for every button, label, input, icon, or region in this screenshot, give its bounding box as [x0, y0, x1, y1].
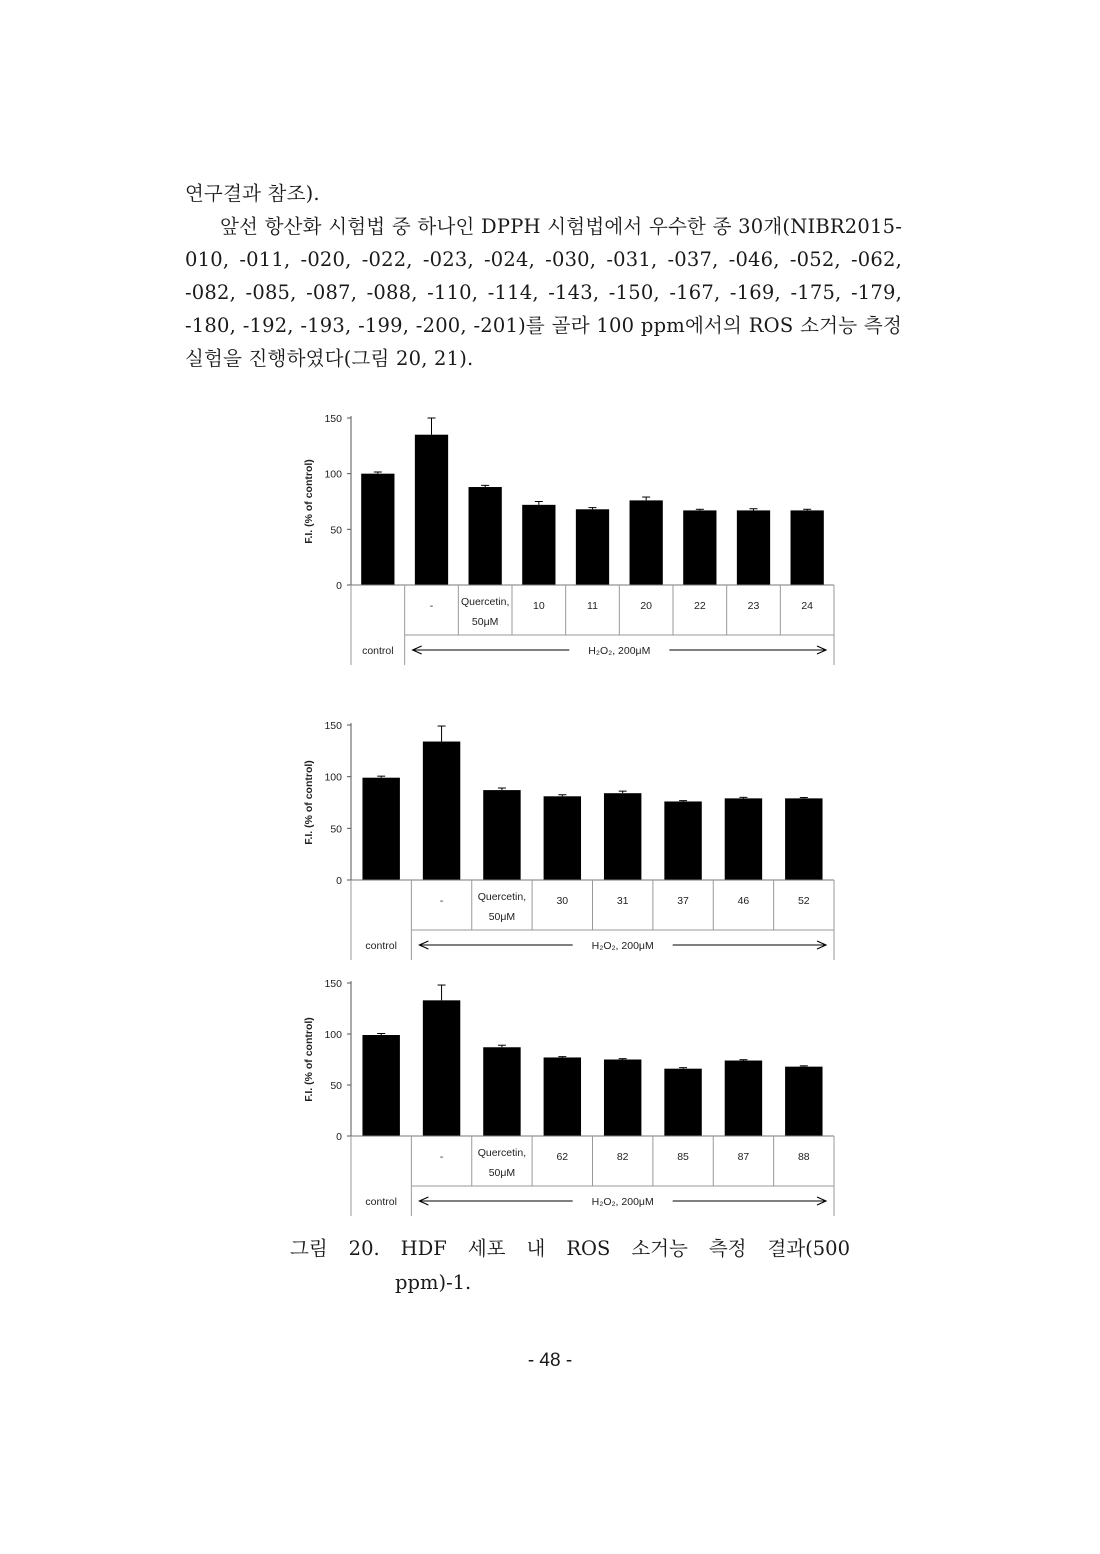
bar	[664, 1069, 701, 1136]
bar	[423, 742, 460, 880]
y-tick-label: 50	[330, 1080, 342, 1092]
category-label: 22	[693, 600, 706, 612]
category-label: 88	[797, 1151, 810, 1163]
y-tick-label: 0	[336, 875, 342, 887]
category-label: 50μM	[488, 1167, 516, 1179]
treatment-label: H₂O₂, 200μM	[591, 1196, 654, 1208]
bar	[630, 500, 663, 585]
category-label: -	[439, 895, 444, 907]
treatment-label: H₂O₂, 200μM	[591, 940, 654, 952]
y-tick-label: 150	[324, 413, 342, 425]
y-tick-label: 50	[330, 823, 342, 836]
bar	[785, 1067, 822, 1136]
bar	[415, 435, 448, 585]
category-label: 30	[556, 895, 569, 907]
y-axis-label: F.I. (% of control)	[303, 760, 315, 845]
category-label: -	[439, 1151, 444, 1163]
figure-caption: 그림 20. HDF 세포 내 ROS 소거능 측정 결과(500	[290, 1237, 850, 1260]
category-label: -	[429, 600, 434, 612]
category-label: 85	[677, 1151, 689, 1163]
bar	[362, 778, 399, 880]
y-tick-label: 150	[324, 978, 342, 990]
category-label: Quercetin,	[477, 1147, 527, 1159]
bar	[683, 510, 716, 585]
bar-chart-3	[296, 970, 841, 1218]
category-label: 11	[587, 600, 598, 612]
bar	[791, 510, 824, 585]
bar	[725, 1061, 762, 1136]
bar	[544, 796, 581, 880]
y-tick-label: 100	[324, 468, 342, 481]
bar-chart-1	[296, 405, 841, 667]
bar	[423, 1000, 460, 1136]
chart-svg	[296, 970, 841, 1218]
bar	[576, 509, 609, 585]
bar-chart-2	[296, 713, 841, 963]
bar	[604, 1060, 641, 1137]
y-axis-label: F.I. (% of control)	[303, 459, 315, 544]
category-label: 10	[532, 600, 545, 612]
category-label: 37	[677, 895, 689, 907]
category-label: 46	[737, 895, 750, 907]
y-axis-label: F.I. (% of control)	[303, 1017, 315, 1102]
category-label: 50μM	[471, 616, 499, 628]
control-label: control	[362, 645, 394, 657]
category-label: 82	[616, 1151, 629, 1163]
bar	[544, 1057, 581, 1136]
paragraph-1: 연구결과 참조).	[185, 182, 320, 205]
category-label: 52	[797, 895, 810, 907]
y-tick-label: 0	[336, 1131, 342, 1143]
category-label: 50μM	[488, 911, 516, 923]
category-label: Quercetin,	[460, 596, 510, 608]
bar	[469, 487, 502, 585]
bar	[362, 1035, 399, 1136]
category-label: 20	[640, 600, 653, 612]
chart-svg	[296, 713, 841, 963]
treatment-label: H₂O₂, 200μM	[588, 645, 651, 657]
y-tick-label: 100	[324, 771, 342, 784]
control-label: control	[365, 940, 397, 952]
bar	[604, 793, 641, 880]
bar	[785, 798, 822, 880]
chart-svg	[296, 405, 841, 667]
bar	[522, 505, 555, 585]
figure-caption-continued: ppm)-1.	[395, 1271, 472, 1294]
y-tick-label: 150	[324, 720, 342, 732]
page-number: - 48 -	[527, 1350, 573, 1371]
y-tick-label: 50	[330, 524, 342, 537]
control-label: control	[365, 1196, 397, 1208]
bar	[483, 790, 520, 880]
category-label: Quercetin,	[477, 891, 527, 903]
category-label: 87	[737, 1151, 750, 1163]
paragraph-2: 앞선 항산화 시험법 중 하나인 DPPH 시험법에서 우수한 종 30개(NIBR2015-010, -011, -020, -022, -023, -024, -030, -031, -037, -046, -052, -062, -082, -085, -087, -088, -110, -114, -143, -150, -167, -169, -175, -179, -180, -192, -193, -199, -200, -201)를 골라 100 ppm에서의 ROS 소거능 측정 실험을 진행하였다(그림 20, 21).	[185, 215, 902, 370]
y-tick-label: 100	[324, 1029, 342, 1041]
bar	[361, 474, 394, 585]
bar	[664, 801, 701, 880]
y-tick-label: 0	[336, 580, 342, 592]
category-label: 24	[801, 600, 814, 612]
bar	[737, 510, 770, 585]
bar	[725, 798, 762, 880]
bar	[483, 1047, 520, 1136]
category-label: 31	[616, 895, 629, 907]
category-label: 62	[556, 1151, 569, 1163]
category-label: 23	[747, 600, 760, 612]
